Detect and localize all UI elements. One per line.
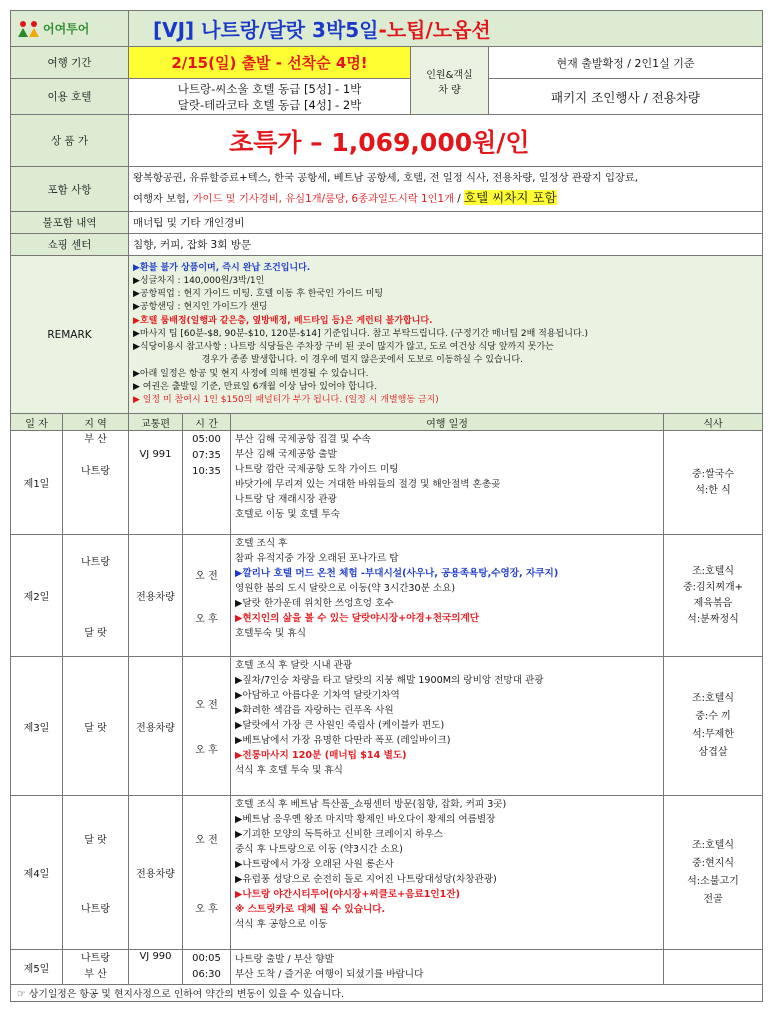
day-row [11, 535, 763, 657]
day-region: 달 랏 [63, 657, 129, 796]
remark-item: ▶호텔 룸배정(일행과 같은층, 옆방배정, 베드타입 등)은 게런티 불가합니다. [133, 315, 433, 326]
title-accent: 노팁/노옵션 [386, 18, 491, 42]
remark-item: ▶식당이용시 참고사항 : 나트랑 식당들은 주차장 구비 된 곳이 많지가 않고, 도로 여건상 식당 앞까지 못가는 [133, 342, 554, 353]
itinerary-line: ▶베트남 응우옌 왕조 마지막 황제인 바오다이 황제의 여름별장 [235, 814, 496, 825]
itinerary-line: 호텔 조식 후 [235, 538, 288, 549]
day-itinerary [231, 796, 664, 950]
day-times [183, 950, 231, 985]
day-transport: 전용차량 [129, 796, 183, 950]
itinerary-line: ▶달랏 한가운데 위치한 쓰엉흐엉 호수 [235, 598, 394, 609]
day-region [63, 535, 129, 657]
exclude-value: 매너팁 및 기타 개인경비 [129, 212, 763, 234]
exclude-label: 불포함 내역 [11, 212, 129, 234]
itinerary-line: 참파 유적지중 가장 오래된 포나가르 탑 [235, 553, 399, 564]
day-row [11, 657, 763, 796]
region-name: 부 산 [84, 434, 107, 445]
itinerary-line: 영원한 봄의 도시 달랏으로 이동(약 3시간30분 소요) [235, 583, 456, 594]
include-value [129, 167, 763, 212]
day-meals [664, 796, 763, 950]
shopping-label: 쇼핑 센터 [11, 234, 129, 256]
day-row [11, 950, 763, 985]
schedule-header-row [11, 414, 763, 431]
col-header-time: 시 간 [183, 414, 231, 431]
meal-item: 중:김치찌개+ [682, 581, 744, 593]
time-value: 10:35 [192, 466, 221, 477]
day-meals [664, 950, 763, 985]
time-value: 오 후 [195, 613, 218, 625]
day-itinerary [231, 535, 664, 657]
summary-table [10, 46, 763, 414]
schedule-table [10, 413, 763, 1002]
itinerary-line: 나트랑 깜란 국제공항 도착 가이드 미팅 [235, 464, 399, 475]
time-value: 06:30 [192, 969, 221, 980]
footer-note: ☞ 상기일정은 항공 및 현지사정으로 인하여 약간의 변동이 있을 수 있습니다. [11, 985, 763, 1002]
hotel-value [129, 79, 411, 115]
meal-item: 전골 [703, 893, 723, 905]
itinerary-line: ▶베트남에서 가장 유명한 다딴라 폭포 (레일바이크) [235, 735, 451, 746]
include-line-2a: 여행자 보험, [133, 193, 193, 205]
day-row [11, 431, 763, 535]
day-times [183, 431, 231, 535]
meal-item: 석:분짜정식 [687, 613, 739, 625]
meal-item: 석:무제한 [691, 729, 734, 740]
logo-cell [11, 11, 129, 47]
footer-row [11, 985, 763, 1002]
day-times [183, 657, 231, 796]
title-dash: - [378, 18, 387, 42]
period-label: 여행 기간 [11, 47, 129, 79]
remark-item: ▶환불 불가 상품이며, 즉시 완납 조건입니다. [133, 262, 311, 273]
region-name: 달 랏 [84, 834, 107, 846]
remark-item: ▶ 일정 미 참여시 1인 $150의 패널티가 부가 됩니다. (일정 시 개별행동 금지) [133, 394, 439, 405]
include-line-2c: / [454, 193, 465, 205]
day-region [63, 431, 129, 535]
time-value: 오 전 [195, 570, 218, 582]
region-name: 나트랑 [81, 556, 110, 568]
remark-item: ▶싱글차지 : 140,000원/3박/1인 [133, 276, 265, 287]
time-value: 오 전 [195, 834, 218, 846]
remark-label: REMARK [11, 256, 129, 414]
day-itinerary [231, 657, 664, 796]
itinerary-line: 호텔로 이동 및 호텔 투숙 [235, 509, 340, 520]
itinerary-line: ▶나트랑에서 가장 오래된 사원 롱손사 [235, 859, 394, 870]
itinerary-line: ▶전통마사지 120분 (매너팁 $14 별도) [235, 750, 407, 761]
hotel-label: 이용 호텔 [11, 79, 129, 115]
price-value: 초특가 – 1,069,000원/인 [229, 127, 530, 157]
col-header-meal: 식사 [664, 414, 763, 431]
col-header-itinerary: 여행 일정 [231, 414, 664, 431]
meal-item: 중:쌀국수 [691, 468, 734, 480]
itinerary-line: 석식 후 공항으로 이동 [235, 919, 328, 930]
day-itinerary [231, 950, 664, 985]
itinerary-line: 호텔 조식 후 달랏 시내 관광 [235, 660, 353, 671]
day-label: 제5일 [11, 950, 63, 985]
time-value: 05:00 [192, 434, 221, 445]
remark-list [129, 256, 763, 414]
itinerary-line: ▶현지인의 삶을 볼 수 있는 달랏야시장+야경+천국의계단 [235, 613, 480, 624]
day-meals [664, 657, 763, 796]
itinerary-line: 중식 후 나트랑으로 이동 (약3시간 소요) [235, 844, 403, 855]
time-value: 07:35 [192, 450, 221, 461]
itinerary-line: ▶나트랑 야간시티투어(야시장+씨클로+음료1인1잔) [235, 889, 460, 900]
include-label: 포함 사항 [11, 167, 129, 212]
day-region [63, 950, 129, 985]
title-table [10, 10, 763, 47]
col-header-day: 일 자 [11, 414, 63, 431]
include-line-2d: 호텔 씨차지 포함 [464, 190, 557, 205]
time-value: 오 후 [195, 745, 218, 756]
day-transport: VJ 990 [129, 950, 183, 985]
meal-item: 제육볶음 [693, 597, 733, 609]
itinerary-line: ※ 스트릿카로 대체 될 수 있습니다. [235, 904, 386, 915]
day-row [11, 796, 763, 950]
day-itinerary [231, 431, 664, 535]
logo-text: 어여투어 [43, 22, 90, 36]
hotel-line-2: 달랏-테라코타 호텔 동급 [4성] - 2박 [177, 97, 362, 112]
day-label: 제1일 [11, 431, 63, 535]
include-line-2b: 가이드 및 기사경비, 유심1개/룸당, 6종과일도시락 1인1개 [192, 193, 455, 205]
time-value: 오 전 [195, 700, 218, 711]
remark-item: ▶공항샌딩 : 현지인 가이드가 샌딩 [133, 302, 268, 313]
region-name: 나트랑 [81, 466, 110, 477]
day-label: 제3일 [11, 657, 63, 796]
itinerary-line: 나트랑 담 재래시장 관광 [235, 494, 337, 505]
itinerary-line: ▶깔리나 호텔 머드 온천 체험 -부대시설(사우나, 공용족욕탕,수영장, 자쿠지) [235, 568, 559, 579]
car-label: 차 량 [438, 84, 461, 96]
time-value: 00:05 [192, 953, 221, 964]
meal-item: 조:호텔식 [691, 693, 734, 704]
include-line-2 [133, 188, 758, 209]
col-header-region: 지 역 [63, 414, 129, 431]
day-region [63, 796, 129, 950]
itinerary-line: ▶아담하고 아름다운 기차역 달랏기차역 [235, 690, 400, 701]
itinerary-page [10, 10, 763, 1002]
remark-item: ▶공항픽업 : 현지 가이드 미팅. 호텔 이동 후 한국인 가이드 미팅 [133, 289, 384, 300]
room-value: 현재 출발확정 / 2인1실 기준 [489, 47, 763, 79]
itinerary-line: ▶짚차/7인승 차량을 타고 달랏의 지붕 해발 1900M의 랑비앙 전망대 관광 [235, 675, 544, 686]
remark-item: ▶ 여권은 출발일 기준, 만료일 6개월 이상 남아 있어야 합니다. [133, 381, 378, 392]
meal-item: 조:호텔식 [691, 565, 734, 577]
itinerary-line: 호텔 조식 후 베트남 특산품_쇼핑센터 방문(침향, 잡화, 커피 3곳) [235, 799, 507, 810]
itinerary-line: 부산 김해 국제공항 집결 및 수속 [235, 434, 371, 445]
room-label: 인원&객실 [426, 69, 473, 81]
meal-item: 조:호텔식 [691, 839, 734, 851]
time-value: 오 후 [195, 903, 218, 915]
itinerary-line: 호텔투숙 및 휴식 [235, 628, 306, 639]
itinerary-line: ▶화려한 색감을 자랑하는 린푸옥 사원 [235, 705, 394, 716]
title-main: [VJ] 나트랑/달랏 3박5일 [153, 18, 379, 42]
day-times [183, 535, 231, 657]
price-label: 상 품 가 [11, 115, 129, 167]
period-value-cell [129, 47, 411, 79]
meal-item: 석:한 식 [695, 484, 731, 496]
day-transport: 전용차량 [129, 535, 183, 657]
include-line-1: 왕복항공권, 유류할증료+텍스, 한국 공항세, 베트남 공항세, 호텔, 전 일정 식사, 전용차량, 일정상 관광지 입장료, [133, 172, 639, 184]
region-name: 나트랑 [81, 903, 110, 915]
col-header-transport: 교통편 [129, 414, 183, 431]
day-transport: 전용차량 [129, 657, 183, 796]
price-cell [129, 115, 763, 167]
meal-item: 중:현지식 [691, 857, 734, 869]
room-label-cell [411, 47, 489, 115]
day-label: 제2일 [11, 535, 63, 657]
itinerary-line: 석식 후 호텔 투숙 및 휴식 [235, 765, 343, 776]
region-name [63, 448, 128, 464]
itinerary-line: 부산 김해 국제공항 출발 [235, 449, 337, 460]
remark-item: 경우가 종종 발생합니다. 이 경우에 멀지 않은곳에서 도보로 이동하실 수 있습니다. [133, 355, 523, 366]
day-meals [664, 535, 763, 657]
period-value: 2/15(일) 출발 - 선착순 4명! [171, 54, 368, 72]
itinerary-line: ▶기괴한 모양의 독특하고 신비한 크레이지 하우스 [235, 829, 443, 840]
day-transport: VJ 991 [129, 431, 183, 535]
day-times [183, 796, 231, 950]
region-name: 나트랑 [81, 953, 110, 964]
itinerary-line: 나트랑 출발 / 부산 향발 [235, 954, 334, 965]
remark-item: ▶아래 일정은 항공 및 현지 사정에 의해 변경될 수 있습니다. [133, 368, 369, 379]
hotel-line-1: 나트랑-씨소울 호텔 동급 [5성] - 1박 [177, 81, 362, 96]
meal-item: 석:소불고기 [687, 875, 739, 887]
car-value: 패키지 조인행사 / 전용차량 [489, 79, 763, 115]
meal-item: 삼겹살 [698, 747, 728, 758]
company-logo [11, 19, 128, 39]
remark-item: ▶마사지 팁 [60분-$8, 90분-$10, 120분-$14] 기준입니다. 참고 부탁드립니다. (구정기간 매너팁 2배 적용됩니다.) [133, 328, 589, 339]
day-meals [664, 431, 763, 535]
region-name: 달 랏 [84, 627, 107, 639]
title-cell [129, 11, 763, 47]
logo-figure-icon [17, 19, 41, 39]
day-label: 제4일 [11, 796, 63, 950]
itinerary-line: ▶유럽풍 성당으로 순전히 돌로 지어진 나트랑대성당(차창관광) [235, 874, 497, 885]
shopping-value: 침향, 커피, 잡화 3회 방문 [129, 234, 763, 256]
itinerary-line: 부산 도착 / 즐거운 여행이 되셨기를 바랍니다 [235, 969, 424, 980]
region-name: 부 산 [84, 969, 107, 980]
meal-item: 중:수 끼 [695, 711, 731, 722]
itinerary-line: ▶달랏에서 가장 큰 사원인 죽림사 (케이블카 편도) [235, 720, 445, 731]
itinerary-line: 바닷가에 무리져 있는 거대한 바위들의 절경 및 해안절벽 혼총곶 [235, 479, 501, 490]
